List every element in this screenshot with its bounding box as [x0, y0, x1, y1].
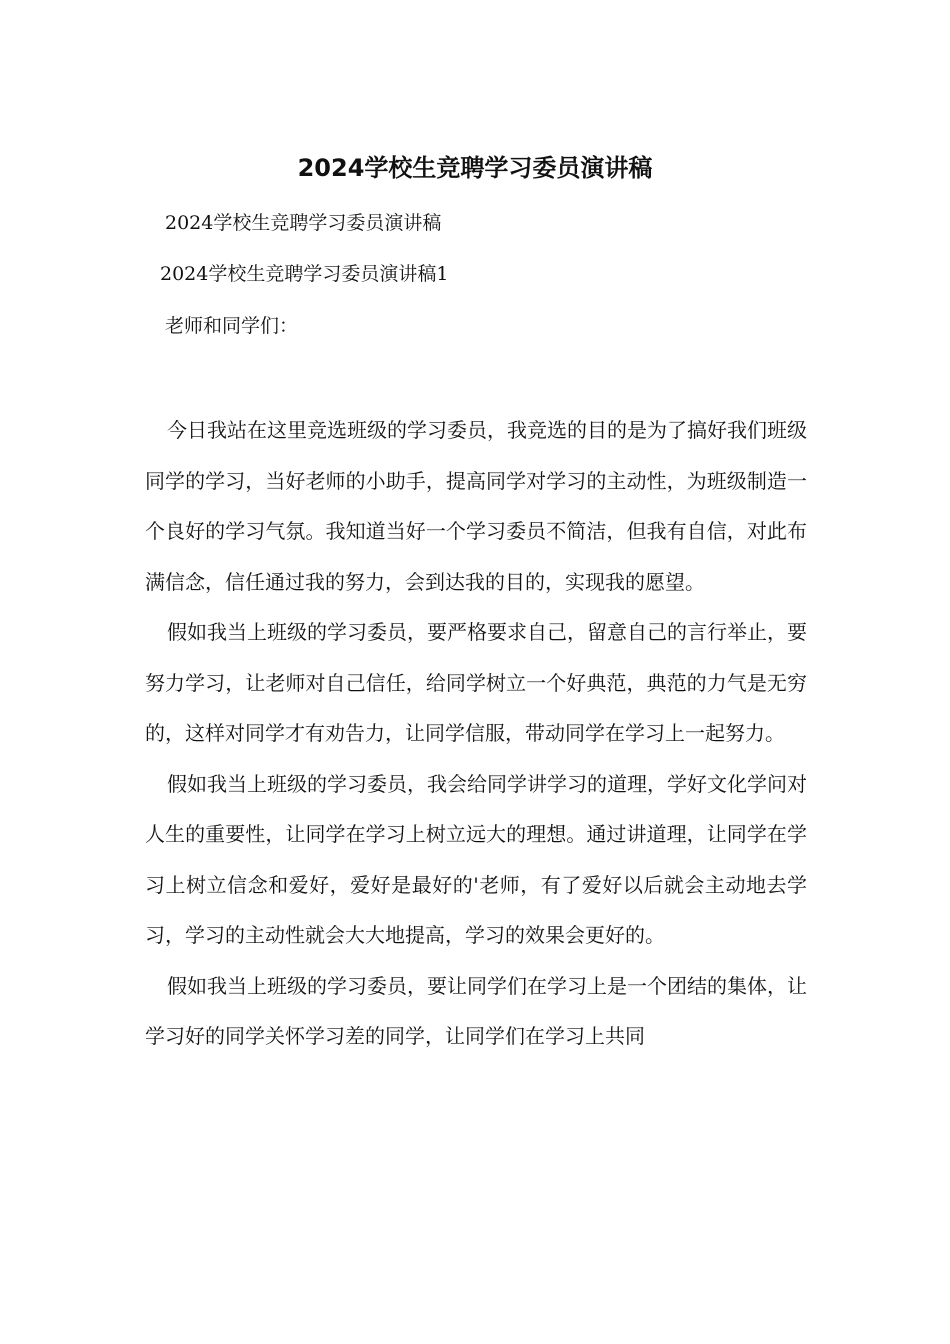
paragraph-4: 假如我当上班级的学习委员，要让同学们在学习上是一个团结的集体，让学习好的同学关怀学习差的同学，让同学们在学习上共同 [145, 973, 807, 1048]
paragraph-1: 今日我站在这里竞选班级的学习委员，我竞选的目的是为了搞好我们班级同学的学习，当好老师的小助手，提高同学对学习的主动性，为班级制造一个良好的学习气氛。我知道当好一个学习委员不简洁，但我有自信，对此布满信念，信任通过我的努力，会到达我的目的，实现我的愿望。 [145, 418, 807, 594]
paragraph-3: 假如我当上班级的学习委员，我会给同学讲学习的道理，学好文化学问对人生的重要性，让同学在学习上树立远大的理想。通过讲道理，让同学在学习上树立信念和爱好，爱好是最好的'老师，有了爱好以后就会主动地去学习，学习的主动性就会大大地提高，学习的效果会更好的。 [145, 771, 807, 947]
paragraph-2: 假如我当上班级的学习委员，要严格要求自己，留意自己的言行举止，要努力学习，让老师对自己信任，给同学树立一个好典范，典范的力气是无穷的，这样对同学才有劝告力，让同学信服，带动同学在学习上一起努力。 [145, 620, 807, 745]
document-body [145, 405, 807, 1062]
salutation: 老师和同学们： [165, 315, 299, 337]
document-subtitle: 2024学校生竞聘学习委员演讲稿 [165, 212, 442, 234]
section-heading: 2024学校生竞聘学习委员演讲稿1 [160, 263, 449, 285]
document-title: 2024学校生竞聘学习委员演讲稿 [297, 154, 653, 182]
